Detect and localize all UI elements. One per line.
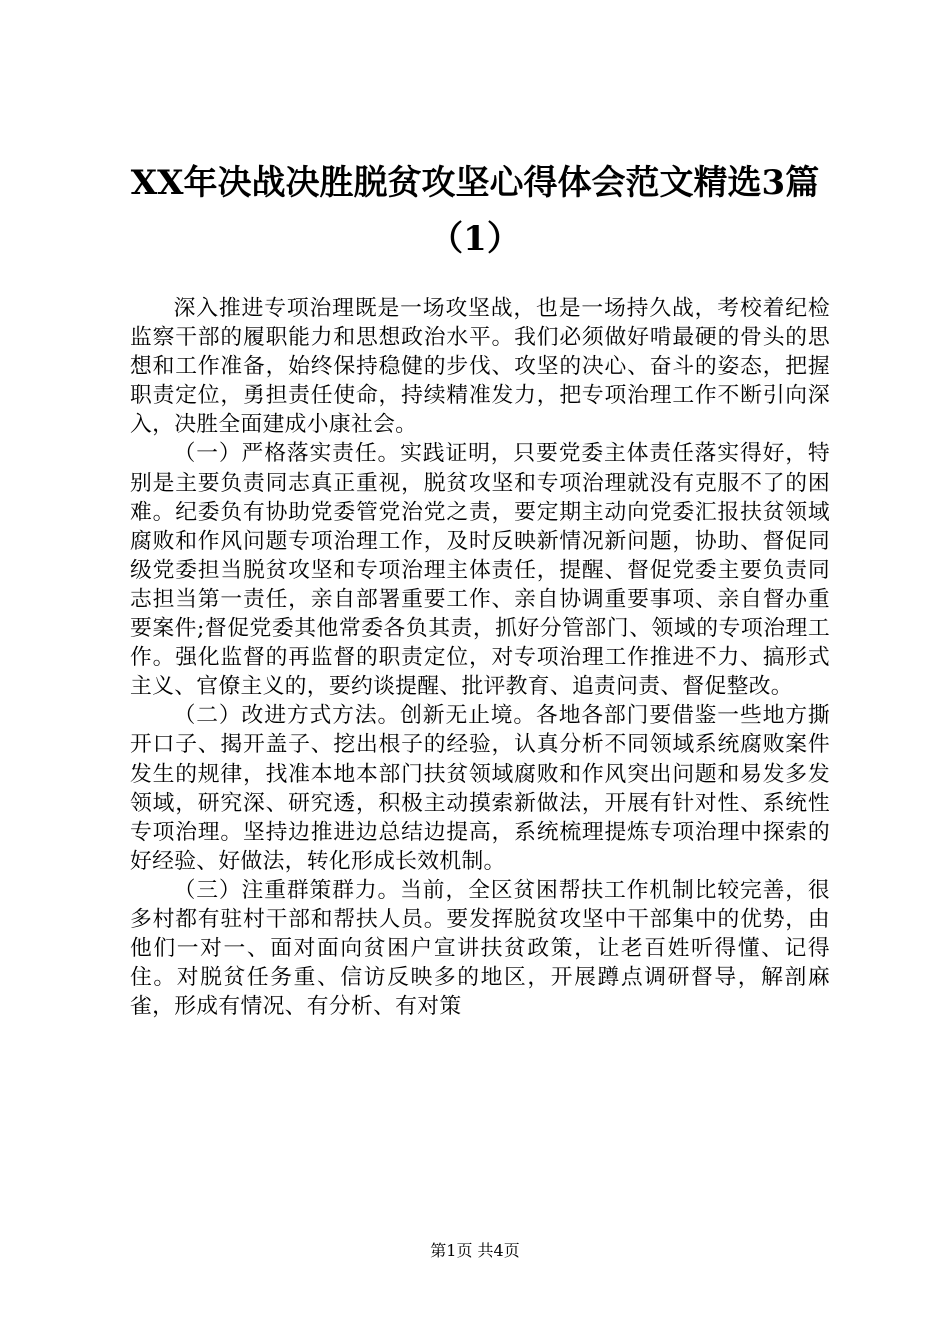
paragraph-section-1: （一）严格落实责任。实践证明，只要党委主体责任落实得好，特别是主要负责同志真正重视，脱贫攻坚和专项治理就没有克服不了的困难。纪委负有协助党委管党治党之责，要定期主动向党委汇报扶贫领域腐败和作风问题专项治理工作，及时反映新情况新问题，协助、督促同级党委担当脱贫攻坚和专项治理主体责任，提醒、督促党委主要负责同志担当第一责任，亲自部署重要工作、亲自协调重要事项、亲自督办重要案件;督促党委其他常委各负其责，抓好分管部门、领域的专项治理工作。强化监督的再监督的职责定位，对专项治理工作推进不力、搞形式主义、官僚主义的，要约谈提醒、批评教育、追责问责、督促整改。 [130,441,830,700]
document-body [130,294,830,1021]
page-footer [0,1240,950,1262]
document-title: XX年决战决胜脱贫攻坚心得体会范文精选3篇（1） [130,163,820,259]
paragraph-section-2: （二）改进方式方法。创新无止境。各地各部门要借鉴一些地方撕开口子、揭开盖子、挖出根子的经验，认真分析不同领域系统腐败案件发生的规律，找准本地本部门扶贫领域腐败和作风突出问题和易发多发领域，研究深、研究透，积极主动摸索新做法，开展有针对性、系统性专项治理。坚持边推进边总结边提高，系统梳理提炼专项治理中探索的好经验、好做法，转化形成长效机制。 [130,703,830,874]
paragraph-intro: 深入推进专项治理既是一场攻坚战，也是一场持久战，考校着纪检监察干部的履职能力和思想政治水平。我们必须做好啃最硬的骨头的思想和工作准备，始终保持稳健的步伐、攻坚的决心、奋斗的姿态，把握职责定位，勇担责任使命，持续精准发力，把专项治理工作不断引向深入，决胜全面建成小康社会。 [130,296,830,438]
page-number: 第1页 共4页 [430,1241,520,1260]
paragraph-section-3: （三）注重群策群力。当前，全区贫困帮扶工作机制比较完善，很多村都有驻村干部和帮扶人员。要发挥脱贫攻坚中干部集中的优势，由他们一对一、面对面向贫困户宣讲扶贫政策，让老百姓听得懂、记得住。对脱贫任务重、信访反映多的地区，开展蹲点调研督导，解剖麻雀，形成有情况、有分析、有对策 [130,877,830,1020]
